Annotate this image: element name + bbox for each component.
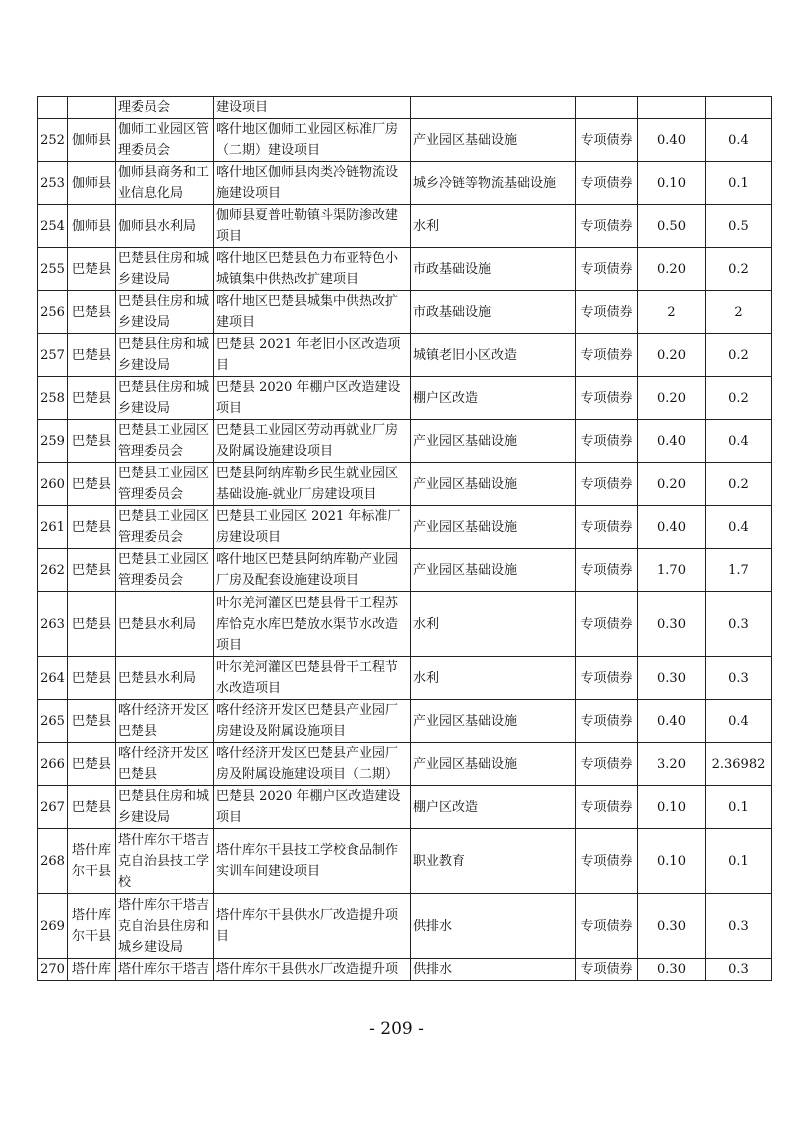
table-row xyxy=(38,162,772,205)
county-cell: 塔什库 xyxy=(68,959,116,981)
amount-cell: 0.40 xyxy=(638,420,706,463)
table-row xyxy=(38,291,772,334)
issued-amount-cell: 0.3 xyxy=(706,959,772,981)
issued-amount-cell: 0.1 xyxy=(706,162,772,205)
project-name-cell: 伽师县夏普吐勒镇斗渠防渗改建项目 xyxy=(214,205,411,248)
county-cell xyxy=(68,97,116,119)
project-name-cell: 巴楚县阿纳库勒乡民生就业园区基础设施-就业厂房建设项目 xyxy=(214,463,411,506)
table-row xyxy=(38,334,772,377)
category-cell: 城镇老旧小区改造 xyxy=(411,334,576,377)
row-number: 261 xyxy=(38,506,68,549)
table-row xyxy=(38,829,772,894)
issued-amount-cell: 2.36982 xyxy=(706,743,772,786)
issued-amount-cell: 0.4 xyxy=(706,420,772,463)
project-name-cell: 喀什经济开发区巴楚县产业园厂房建设及附属设施项目 xyxy=(214,700,411,743)
county-cell: 巴楚县 xyxy=(68,291,116,334)
county-cell: 伽师县 xyxy=(68,205,116,248)
project-name-cell: 塔什库尔干县技工学校食品制作实训车间建设项目 xyxy=(214,829,411,894)
amount-cell: 3.20 xyxy=(638,743,706,786)
county-cell: 巴楚县 xyxy=(68,463,116,506)
category-cell: 城乡冷链等物流基础设施 xyxy=(411,162,576,205)
category-cell: 水利 xyxy=(411,592,576,657)
county-cell: 塔什库尔干县 xyxy=(68,829,116,894)
unit-cell: 理委员会 xyxy=(116,97,214,119)
row-number: 259 xyxy=(38,420,68,463)
table-row xyxy=(38,205,772,248)
row-number: 256 xyxy=(38,291,68,334)
issued-amount-cell: 0.3 xyxy=(706,894,772,959)
table-row xyxy=(38,657,772,700)
unit-cell: 塔什库尔干塔吉 xyxy=(116,959,214,981)
unit-cell: 巴楚县工业园区管理委员会 xyxy=(116,420,214,463)
row-number: 267 xyxy=(38,786,68,829)
unit-cell: 巴楚县工业园区管理委员会 xyxy=(116,549,214,592)
county-cell: 巴楚县 xyxy=(68,786,116,829)
category-cell: 市政基础设施 xyxy=(411,291,576,334)
table-row xyxy=(38,463,772,506)
category-cell: 供排水 xyxy=(411,959,576,981)
project-name-cell: 塔什库尔干县供水厂改造提升项 xyxy=(214,959,411,981)
county-cell: 巴楚县 xyxy=(68,592,116,657)
category-cell: 产业园区基础设施 xyxy=(411,119,576,162)
amount-cell: 0.40 xyxy=(638,119,706,162)
bond-type-cell: 专项债券 xyxy=(576,162,638,205)
row-number: 264 xyxy=(38,657,68,700)
unit-cell: 巴楚县住房和城乡建设局 xyxy=(116,786,214,829)
issued-amount-cell: 0.2 xyxy=(706,248,772,291)
issued-amount-cell: 0.2 xyxy=(706,334,772,377)
project-name-cell: 巴楚县工业园区 2021 年标准厂房建设项目 xyxy=(214,506,411,549)
row-number: 265 xyxy=(38,700,68,743)
row-number: 257 xyxy=(38,334,68,377)
unit-cell: 伽师工业园区管理委员会 xyxy=(116,119,214,162)
issued-amount-cell: 0.1 xyxy=(706,829,772,894)
project-name-cell: 建设项目 xyxy=(214,97,411,119)
unit-cell: 塔什库尔干塔吉克自治县住房和城乡建设局 xyxy=(116,894,214,959)
project-name-cell: 喀什地区巴楚县阿纳库勒产业园厂房及配套设施建设项目 xyxy=(214,549,411,592)
amount-cell: 0.50 xyxy=(638,205,706,248)
bond-type-cell: 专项债券 xyxy=(576,657,638,700)
row-number: 253 xyxy=(38,162,68,205)
bond-type-cell: 专项债券 xyxy=(576,463,638,506)
bond-type-cell: 专项债券 xyxy=(576,786,638,829)
bond-type-cell: 专项债券 xyxy=(576,420,638,463)
row-number: 255 xyxy=(38,248,68,291)
row-number: 270 xyxy=(38,959,68,981)
amount-cell: 0.20 xyxy=(638,377,706,420)
amount-cell: 0.30 xyxy=(638,592,706,657)
amount-cell: 0.40 xyxy=(638,700,706,743)
bond-type-cell: 专项债券 xyxy=(576,592,638,657)
unit-cell: 巴楚县住房和城乡建设局 xyxy=(116,248,214,291)
issued-amount-cell: 0.4 xyxy=(706,119,772,162)
bond-type-cell: 专项债券 xyxy=(576,205,638,248)
county-cell: 塔什库尔干县 xyxy=(68,894,116,959)
county-cell: 巴楚县 xyxy=(68,377,116,420)
issued-amount-cell: 0.3 xyxy=(706,592,772,657)
issued-amount-cell: 0.4 xyxy=(706,700,772,743)
project-name-cell: 喀什地区巴楚县城集中供热改扩建项目 xyxy=(214,291,411,334)
county-cell: 巴楚县 xyxy=(68,248,116,291)
category-cell xyxy=(411,97,576,119)
table-row xyxy=(38,377,772,420)
table-row xyxy=(38,786,772,829)
category-cell: 产业园区基础设施 xyxy=(411,743,576,786)
category-cell: 产业园区基础设施 xyxy=(411,700,576,743)
county-cell: 伽师县 xyxy=(68,162,116,205)
issued-amount-cell: 1.7 xyxy=(706,549,772,592)
table-row xyxy=(38,119,772,162)
bond-type-cell: 专项债券 xyxy=(576,959,638,981)
category-cell: 职业教育 xyxy=(411,829,576,894)
bond-type-cell: 专项债券 xyxy=(576,291,638,334)
unit-cell: 巴楚县住房和城乡建设局 xyxy=(116,334,214,377)
table-row xyxy=(38,97,772,119)
table-row xyxy=(38,743,772,786)
unit-cell: 伽师县水利局 xyxy=(116,205,214,248)
issued-amount-cell: 0.2 xyxy=(706,377,772,420)
county-cell: 巴楚县 xyxy=(68,657,116,700)
category-cell: 市政基础设施 xyxy=(411,248,576,291)
project-name-cell: 喀什经济开发区巴楚县产业园厂房及附属设施建设项目（二期） xyxy=(214,743,411,786)
category-cell: 供排水 xyxy=(411,894,576,959)
amount-cell xyxy=(638,97,706,119)
category-cell: 产业园区基础设施 xyxy=(411,549,576,592)
amount-cell: 0.30 xyxy=(638,657,706,700)
unit-cell: 塔什库尔干塔吉克自治县技工学校 xyxy=(116,829,214,894)
bond-type-cell: 专项债券 xyxy=(576,894,638,959)
unit-cell: 巴楚县水利局 xyxy=(116,657,214,700)
amount-cell: 0.10 xyxy=(638,162,706,205)
project-name-cell: 塔什库尔干县供水厂改造提升项目 xyxy=(214,894,411,959)
amount-cell: 0.20 xyxy=(638,334,706,377)
table-body xyxy=(38,97,772,981)
project-name-cell: 喀什地区伽师工业园区标准厂房（二期）建设项目 xyxy=(214,119,411,162)
bond-type-cell xyxy=(576,97,638,119)
issued-amount-cell: 0.1 xyxy=(706,786,772,829)
amount-cell: 0.30 xyxy=(638,894,706,959)
bond-type-cell: 专项债券 xyxy=(576,377,638,420)
amount-cell: 0.20 xyxy=(638,248,706,291)
bond-type-cell: 专项债券 xyxy=(576,248,638,291)
table-row xyxy=(38,959,772,981)
bond-type-cell: 专项债券 xyxy=(576,743,638,786)
amount-cell: 1.70 xyxy=(638,549,706,592)
issued-amount-cell: 0.2 xyxy=(706,463,772,506)
category-cell: 水利 xyxy=(411,205,576,248)
project-name-cell: 喀什地区巴楚县色力布亚特色小城镇集中供热改扩建项目 xyxy=(214,248,411,291)
unit-cell: 喀什经济开发区巴楚县 xyxy=(116,700,214,743)
unit-cell: 巴楚县住房和城乡建设局 xyxy=(116,377,214,420)
row-number: 269 xyxy=(38,894,68,959)
table-row xyxy=(38,700,772,743)
unit-cell: 喀什经济开发区巴楚县 xyxy=(116,743,214,786)
project-name-cell: 喀什地区伽师县肉类冷链物流设施建设项目 xyxy=(214,162,411,205)
row-number: 262 xyxy=(38,549,68,592)
project-name-cell: 巴楚县工业园区劳动再就业厂房及附属设施建设项目 xyxy=(214,420,411,463)
amount-cell: 0.20 xyxy=(638,463,706,506)
row-number: 260 xyxy=(38,463,68,506)
county-cell: 伽师县 xyxy=(68,119,116,162)
unit-cell: 巴楚县工业园区管理委员会 xyxy=(116,506,214,549)
bond-type-cell: 专项债券 xyxy=(576,119,638,162)
table-row xyxy=(38,248,772,291)
row-number: 266 xyxy=(38,743,68,786)
category-cell: 棚户区改造 xyxy=(411,377,576,420)
table-row xyxy=(38,420,772,463)
bond-type-cell: 专项债券 xyxy=(576,549,638,592)
county-cell: 巴楚县 xyxy=(68,506,116,549)
row-number: 252 xyxy=(38,119,68,162)
issued-amount-cell: 0.5 xyxy=(706,205,772,248)
project-name-cell: 巴楚县 2020 年棚户区改造建设项目 xyxy=(214,786,411,829)
bond-type-cell: 专项债券 xyxy=(576,700,638,743)
amount-cell: 0.10 xyxy=(638,829,706,894)
row-number: 258 xyxy=(38,377,68,420)
county-cell: 巴楚县 xyxy=(68,420,116,463)
page-number: - 209 - xyxy=(369,1019,424,1039)
category-cell: 产业园区基础设施 xyxy=(411,506,576,549)
project-name-cell: 叶尔羌河灌区巴楚县骨干工程节水改造项目 xyxy=(214,657,411,700)
unit-cell: 伽师县商务和工业信息化局 xyxy=(116,162,214,205)
category-cell: 水利 xyxy=(411,657,576,700)
amount-cell: 2 xyxy=(638,291,706,334)
row-number xyxy=(38,97,68,119)
table-row xyxy=(38,549,772,592)
project-name-cell: 巴楚县 2021 年老旧小区改造项目 xyxy=(214,334,411,377)
project-table xyxy=(37,96,772,981)
issued-amount-cell: 2 xyxy=(706,291,772,334)
issued-amount-cell: 0.3 xyxy=(706,657,772,700)
county-cell: 巴楚县 xyxy=(68,334,116,377)
category-cell: 产业园区基础设施 xyxy=(411,420,576,463)
bond-type-cell: 专项债券 xyxy=(576,829,638,894)
category-cell: 产业园区基础设施 xyxy=(411,463,576,506)
row-number: 254 xyxy=(38,205,68,248)
category-cell: 棚户区改造 xyxy=(411,786,576,829)
unit-cell: 巴楚县工业园区管理委员会 xyxy=(116,463,214,506)
county-cell: 巴楚县 xyxy=(68,549,116,592)
project-name-cell: 巴楚县 2020 年棚户区改造建设项目 xyxy=(214,377,411,420)
row-number: 268 xyxy=(38,829,68,894)
bond-type-cell: 专项债券 xyxy=(576,334,638,377)
table-row xyxy=(38,592,772,657)
table-row xyxy=(38,506,772,549)
amount-cell: 0.30 xyxy=(638,959,706,981)
project-name-cell: 叶尔羌河灌区巴楚县骨干工程苏库恰克水库巴楚放水渠节水改造项目 xyxy=(214,592,411,657)
row-number: 263 xyxy=(38,592,68,657)
unit-cell: 巴楚县水利局 xyxy=(116,592,214,657)
county-cell: 巴楚县 xyxy=(68,700,116,743)
county-cell: 巴楚县 xyxy=(68,743,116,786)
table-row xyxy=(38,894,772,959)
unit-cell: 巴楚县住房和城乡建设局 xyxy=(116,291,214,334)
issued-amount-cell: 0.4 xyxy=(706,506,772,549)
amount-cell: 0.40 xyxy=(638,506,706,549)
amount-cell: 0.10 xyxy=(638,786,706,829)
bond-type-cell: 专项债券 xyxy=(576,506,638,549)
issued-amount-cell xyxy=(706,97,772,119)
